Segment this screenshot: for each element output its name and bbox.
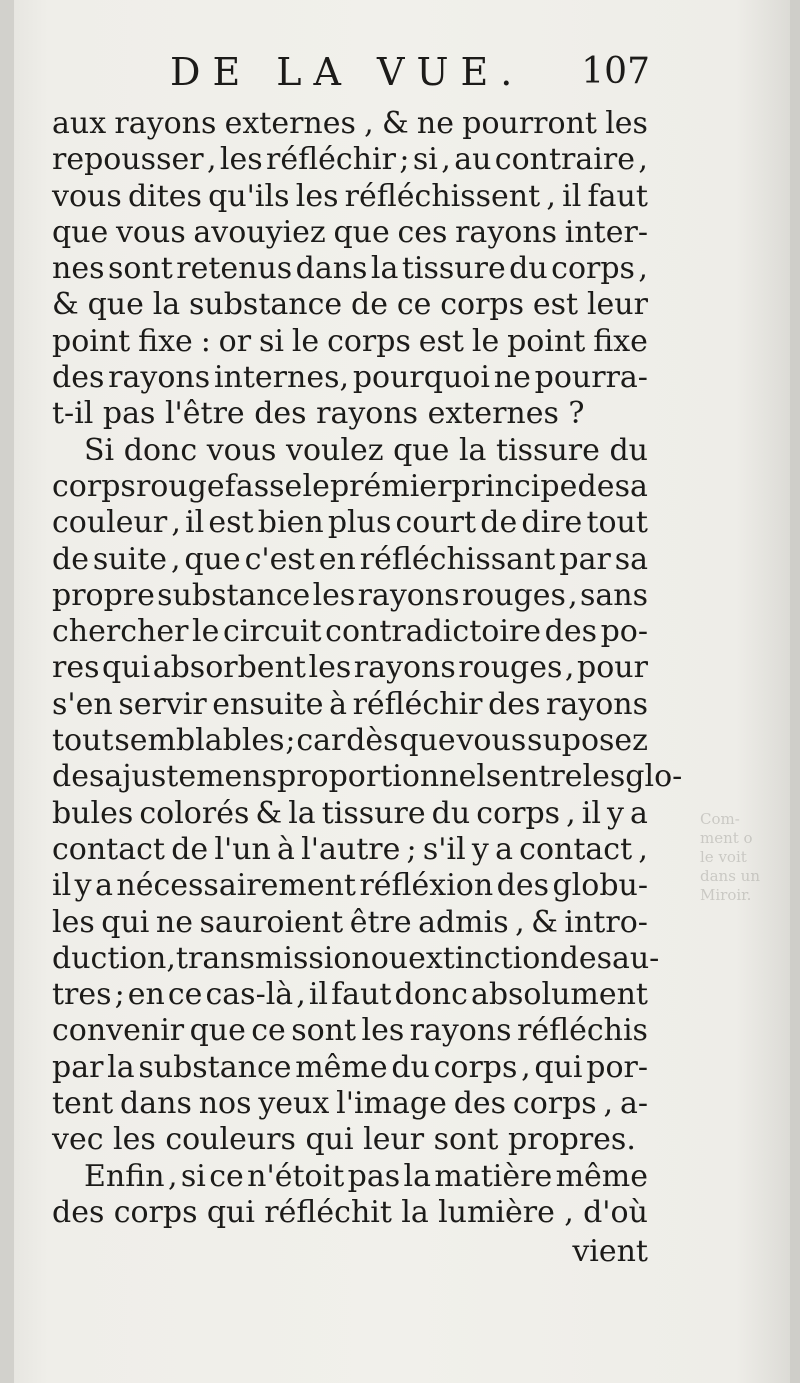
text-line: point fixe : or si le corps est le point fixe [52,323,648,359]
text-line: propre substance les rayons rouges , sans [52,577,648,613]
text-line: Enfin , si ce n'étoit pas la matière même [84,1158,648,1194]
bleed-note-line: le voit [700,848,747,866]
text-line: chercher le circuit contradictoire des po- [52,614,648,650]
text-line: repousser , les réfléchir ; si , au contraire , [52,142,648,178]
text-line: Si donc vous voulez que la tissure du [84,432,648,468]
text-line: des rayons internes, pourquoi ne pourra- [52,360,648,396]
page-edge-right [790,0,800,1383]
text-line: tres ; en ce cas-là , il faut donc absolument [52,977,648,1013]
text-line: couleur , il est bien plus court de dire tout [52,505,648,541]
text-line: de suite , que c'est en réfléchissant par sa [52,541,648,577]
bleed-note-line: ment o [700,829,753,847]
text-line: s'en servir ensuite à réfléchir des rayons [52,686,648,722]
body-text [52,106,683,1231]
catchword: vient [572,1234,648,1269]
text-line: aux rayons externes , & ne pourront les [52,106,648,141]
text-line: des ajustemens proportionnels entre les glo- [52,759,683,795]
text-line: duction , transmission ou extinction des au- [52,940,660,976]
text-line: tent dans nos yeux l'image des corps , a- [52,1086,648,1122]
text-line: il y a nécessairement réfléxion des globu- [52,868,648,904]
text-line: tout semblables ; car dès que vous suposez [52,723,648,759]
text-line: convenir que ce sont les rayons réfléchis [52,1013,648,1049]
text-line: bules colorés & la tissure du corps , il y a [52,795,648,831]
text-line: res qui absorbent les rayons rouges , pour [52,650,648,686]
bleed-note-line: Com- [700,810,740,828]
text-line: les qui ne sauroient être admis , & intro- [52,904,648,940]
bleed-through-marginal-note [700,810,790,905]
text-line: par la substance même du corps , qui por- [52,1049,648,1085]
bleed-note-line: Miroir. [700,886,752,904]
text-line: vec les couleurs qui leur sont propres. [52,1122,636,1158]
text-line: t-il pas l'être des rayons externes ? [52,396,585,432]
text-line: corps rouge fasse le prémier principe de sa [52,468,648,504]
running-title: DE LA VUE. [170,50,525,94]
text-line: que vous avouyiez que ces rayons inter- [52,214,648,250]
text-line: & que la substance de ce corps est leur [52,287,648,323]
text-line: contact de l'un à l'autre ; s'il y a contact , [52,831,648,867]
page-header [0,48,800,96]
page-number: 107 [581,51,650,92]
text-line: nes sont retenus dans la tissure du corps , [52,251,648,287]
text-line: vous dites qu'ils les réfléchissent , il faut [52,178,648,214]
bleed-note-line: dans un [700,867,760,885]
page-edge-left [0,0,14,1383]
text-line: des corps qui réfléchit la lumière , d'où [52,1194,648,1230]
